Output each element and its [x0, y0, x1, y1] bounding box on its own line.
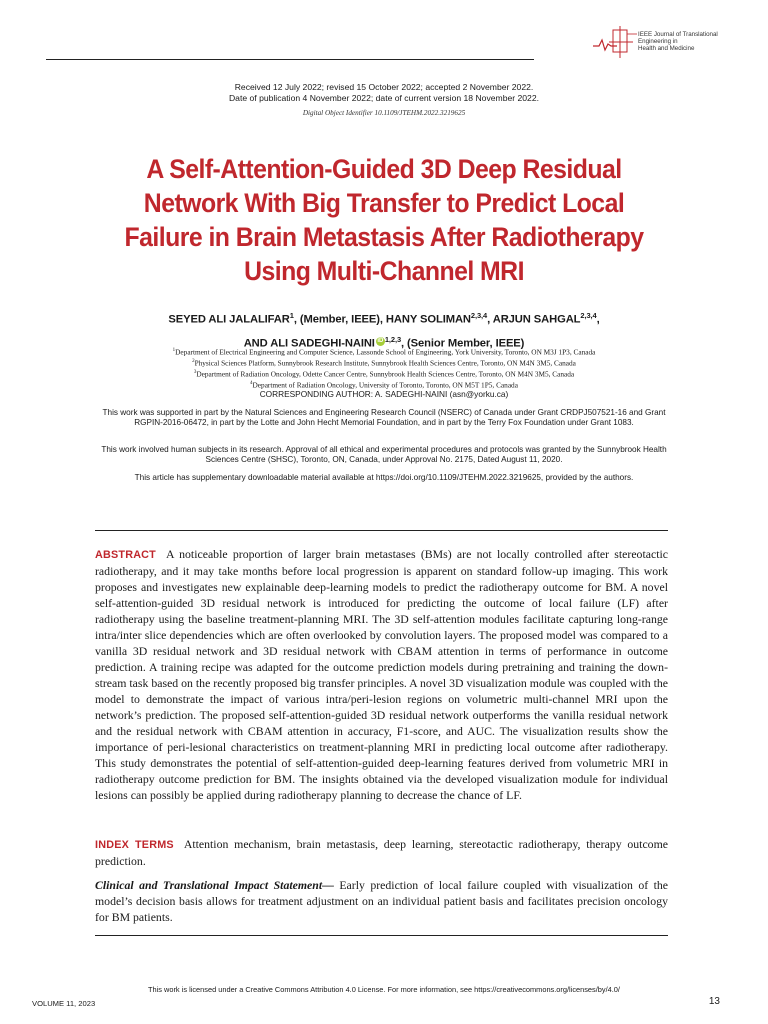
affiliation-item — [100, 357, 668, 368]
ethics-note: This work involved human subjects in its research. Approval of all ethical and experimental procedures and protocols was granted by the Sunnybrook Health Sciences Centre (SHSC), Toronto, ON, Canada, under Approval No. 2175, Dated August 11, 2020. — [101, 445, 667, 464]
index-terms-label: INDEX TERMS — [95, 839, 174, 851]
title-line1: A Self-Attention-Guided 3D Deep Residual — [146, 154, 622, 184]
journal-name — [638, 31, 748, 53]
affiliation-text: Department of Radiation Oncology, University of Toronto, Toronto, ON M5T 1P5, Canada — [252, 380, 518, 390]
paper-title — [86, 152, 682, 288]
abstract-top-rule — [95, 530, 668, 531]
doi: Digital Object Identifier 10.1109/JTEHM.2022.3219625 — [302, 109, 466, 117]
publication-line: Date of publication 4 November 2022; date of current version 18 November 2022. — [228, 93, 540, 103]
orcid-icon[interactable]: iD — [377, 338, 384, 345]
funding-note: This work was supported in part by the Natural Sciences and Engineering Research Council (NSERC) of Canada under Grant CRDPJ507521-16 and Grant RGPIN-2016-06472, in part by the Lotte and John Hecht Memorial Foundation, and in part by the Terry Fox Foundation under Grant 1083. — [102, 408, 666, 427]
title-line4: Using Multi-Channel MRI — [244, 256, 524, 286]
affiliation-item — [100, 368, 668, 379]
author-separator: , — [487, 313, 493, 326]
author-role: , (Member, IEEE), — [293, 313, 386, 326]
journal-name-line1: IEEE Journal of Translational — [638, 31, 718, 38]
affiliations — [100, 346, 668, 390]
affiliation-number: 4 — [250, 381, 253, 387]
page-number: 13 — [708, 996, 720, 1007]
impact-statement — [95, 877, 668, 925]
affiliation-item — [100, 346, 668, 357]
author-name: SEYED ALI JALALIFAR — [168, 313, 290, 326]
header-rule — [46, 59, 534, 60]
impact-label: Clinical and Translational Impact Statement— — [95, 878, 334, 892]
volume-label: VOLUME 11, 2023 — [32, 999, 96, 1008]
supplementary-note: This article has supplementary downloadable material available at https://doi.org/10.1109/JTEHM.2022.3219625, provided by the authors. — [134, 473, 634, 482]
author-affil-sup: 2,3,4 — [470, 311, 488, 320]
received-line: Received 12 July 2022; revised 15 October 2022; accepted 2 November 2022. — [234, 82, 534, 92]
author-role: , (Senior Member, IEEE) — [401, 337, 525, 350]
index-terms — [95, 836, 668, 869]
affiliation-number: 2 — [192, 359, 195, 365]
corresponding-author: CORRESPONDING AUTHOR: A. SADEGHI-NAINI (asn@yorku.ca) — [259, 389, 509, 399]
abstract-bottom-rule — [95, 935, 668, 936]
author-affil-sup: 1 — [289, 311, 294, 320]
history-dates — [100, 82, 668, 104]
journal-name-line2: Engineering in — [638, 38, 678, 46]
affiliation-text: Department of Electrical Engineering and Computer Science, Lassonde School of Engineering, York University, Toronto, ON M3J 1P3, Canada — [175, 347, 596, 357]
affiliation-text: Physical Sciences Platform, Sunnybrook Research Institute, Sunnybrook Health Sciences Centre, Toronto, ON M4N 3M5, Canada — [194, 358, 576, 368]
author-affil-sup: 2,3,4 — [580, 311, 597, 320]
affiliation-number: 1 — [172, 348, 176, 353]
author-affil-sup: 1,2,3 — [384, 334, 402, 344]
impact-text: Early prediction of local failure coupled with visualization of the model’s decision basis allows for treatment adjustment on an individual patient basis and facilitates precision oncology for BM patients. — [95, 878, 668, 924]
author-name: ARJUN SAHGAL — [492, 313, 581, 326]
abstract-label: ABSTRACT — [95, 549, 156, 561]
title-line2: Network With Big Transfer to Predict Local — [143, 188, 625, 218]
abstract — [95, 546, 668, 803]
authors-line1 — [60, 306, 708, 330]
author-name: HANY SOLIMAN — [385, 313, 471, 326]
affiliation-text: Department of Radiation Oncology, Odette Cancer Centre, Sunnybrook Health Sciences Centre, Toronto, ON M4N 3M5, Canada — [196, 369, 575, 379]
license-notice: This work is licensed under a Creative Commons Attribution 4.0 License. For more information, see https://creativecommons.org/licenses/by/4.0/ — [148, 985, 620, 994]
author-name: AND ALI SADEGHI-NAINI — [243, 337, 375, 350]
journal-name-line3: Health and Medicine — [638, 45, 695, 53]
title-line3: Failure in Brain Metastasis After Radiotherapy — [124, 222, 644, 252]
abstract-text: A noticeable proportion of larger brain metastases (BMs) are not locally controlled after stereotactic radiotherapy, and it may take months before local progression is apparent on standard follow-up imaging. This work proposes and investigates new explainable deep-learning models to predict the radiotherapy outcome for BM. A novel self-attention-guided 3D residual network is introduced for predicting the outcome of local failure (LF) after radiotherapy using the baseline treatment-planning MRI. The 3D self-attention modules facilitate capturing long-range intra/inter slice dependencies which are often overlooked by convolution layers. The proposed model was compared to a vanilla 3D residual network and 3D residual network with CBAM attention in terms of performance in outcome prediction. A training recipe was adapted for the outcome prediction models during pretraining and training the down-stream task based on the recently proposed big transfer principles. A novel 3D visualization module was coupled with the model to demonstrate the impact of various intra/peri-lesion regions on volumetric multi-channel MRI upon the network’s prediction. The proposed self-attention-guided 3D residual network outperforms the vanilla residual network and the residual network with CBAM attention in accuracy, F1-score, and AUC. The visualization results show the importance of peri-lesional characteristics on treatment-planning MRI in predicting local outcome after radiotherapy. This study demonstrates the potential of self-attention-guided deep-learning features derived from volumetric MRI in radiotherapy outcome prediction for BM. The insights obtained via the developed visualization module for individual lesions can possibly be applied during radiotherapy planning to decrease the chance of LF. — [95, 547, 668, 802]
author-separator: , — [596, 313, 600, 326]
affiliation-number: 3 — [193, 370, 197, 376]
index-terms-text: Attention mechanism, brain metastasis, deep learning, stereotactic radiotherapy, therapy outcome prediction. — [95, 837, 668, 868]
